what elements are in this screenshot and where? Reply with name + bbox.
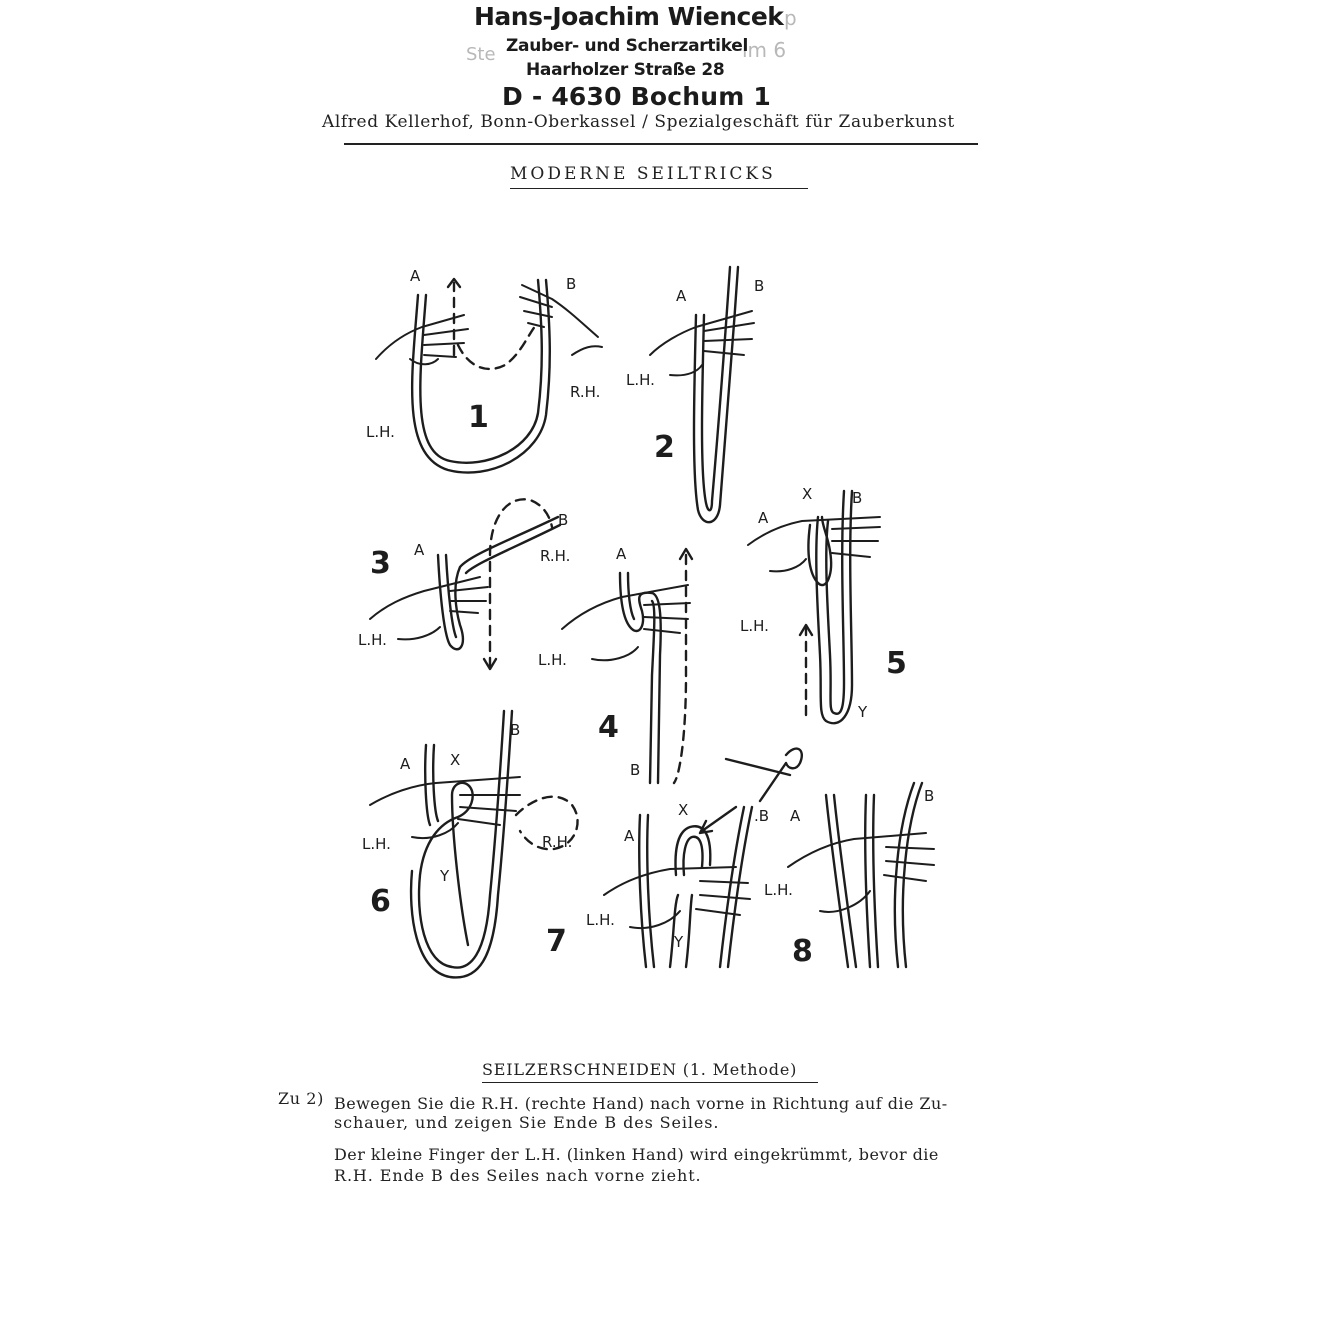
paper-margin [1100, 0, 1320, 1320]
step-4-number: 4 [598, 710, 619, 745]
step-4-label-lh: L.H. [538, 651, 567, 669]
step-1-figure [376, 279, 602, 473]
section-title-underline [482, 1082, 818, 1083]
shop-line: Alfred Kellerhof, Bonn-Oberkassel / Spezialgeschäft für Zauberkunst [322, 112, 955, 132]
step-3-number: 3 [370, 546, 391, 581]
step-2-number: 2 [654, 430, 675, 465]
title-underline [510, 188, 808, 189]
stamp-name: Hans-Joachim Wiencek [474, 2, 784, 31]
stamp-line-3: D - 4630 Bochum 1 [502, 82, 772, 111]
step-7-label-x: X [678, 801, 689, 819]
step-1-label-rh: R.H. [570, 383, 601, 401]
step-7-figure [604, 749, 802, 967]
header-rule [344, 143, 978, 145]
step-2-label-a: A [676, 287, 687, 305]
step-7-number: 7 [546, 924, 567, 959]
step-2-figure [650, 267, 754, 522]
step-3-label-lh: L.H. [358, 631, 387, 649]
page-title: MODERNE SEILTRICKS [510, 164, 776, 184]
step-1-number: 1 [468, 400, 489, 435]
step-3-label-b: B [558, 511, 569, 529]
paragraph-1-line-2: schauer, und zeigen Sie Ende B des Seiles. [334, 1113, 720, 1132]
step-reference: Zu 2) [278, 1089, 324, 1108]
rope-trick-illustration [340, 255, 960, 985]
step-5-label-b: B [852, 489, 863, 507]
step-8-label-b: B [924, 787, 935, 805]
step-8-label-a: A [790, 807, 801, 825]
step-4-label-b: B [630, 761, 641, 779]
step-6-label-b: B [510, 721, 521, 739]
step-4-figure [562, 549, 692, 783]
step-7-label-a: A [624, 827, 635, 845]
stamp-faint-end: p [784, 6, 797, 30]
step-7-label-bdot: .B [754, 807, 770, 825]
step-1-label-lh: L.H. [366, 423, 395, 441]
step-7-label-y: Y [674, 933, 684, 951]
step-3-figure [370, 499, 560, 669]
section-title: SEILZERSCHNEIDEN (1. Methode) [482, 1060, 798, 1079]
paragraph-2-line-1: Der kleine Finger der L.H. (linken Hand) wird eingekrümmt, bevor die [334, 1145, 939, 1164]
step-4-label-a: A [616, 545, 627, 563]
step-6-label-rh: R.H. [542, 833, 573, 851]
step-5-number: 5 [886, 646, 907, 681]
step-6-label-a: A [400, 755, 411, 773]
step-2-label-lh: L.H. [626, 371, 655, 389]
step-6-label-lh: L.H. [362, 835, 391, 853]
paragraph-1-line-1: Bewegen Sie die R.H. (rechte Hand) nach vorne in Richtung auf die Zu- [334, 1094, 948, 1113]
step-5-label-y: Y [858, 703, 868, 721]
step-8-number: 8 [792, 934, 813, 969]
stamp-line-1: Zauber- und Scherzartikel [506, 36, 748, 56]
step-6-label-x: X [450, 751, 461, 769]
paragraph-2-line-2: R.H. Ende B des Seiles nach vorne zieht. [334, 1166, 702, 1185]
step-6-number: 6 [370, 884, 391, 919]
step-3-label-rh: R.H. [540, 547, 571, 565]
step-3-label-a: A [414, 541, 425, 559]
step-6-label-y: Y [440, 867, 450, 885]
step-5-label-x: X [802, 485, 813, 503]
step-5-label-lh: L.H. [740, 617, 769, 635]
stamp-line-2: Haarholzer Straße 28 [526, 60, 725, 80]
step-5-label-a: A [758, 509, 769, 527]
stamp-faint-right: ım 6 [742, 38, 787, 62]
step-7-label-lh: L.H. [586, 911, 615, 929]
stamp-faint-left: Ste [466, 44, 496, 65]
step-1-label-b: B [566, 275, 577, 293]
step-8-label-lh: L.H. [764, 881, 793, 899]
step-1-label-a: A [410, 267, 421, 285]
step-2-label-b: B [754, 277, 765, 295]
